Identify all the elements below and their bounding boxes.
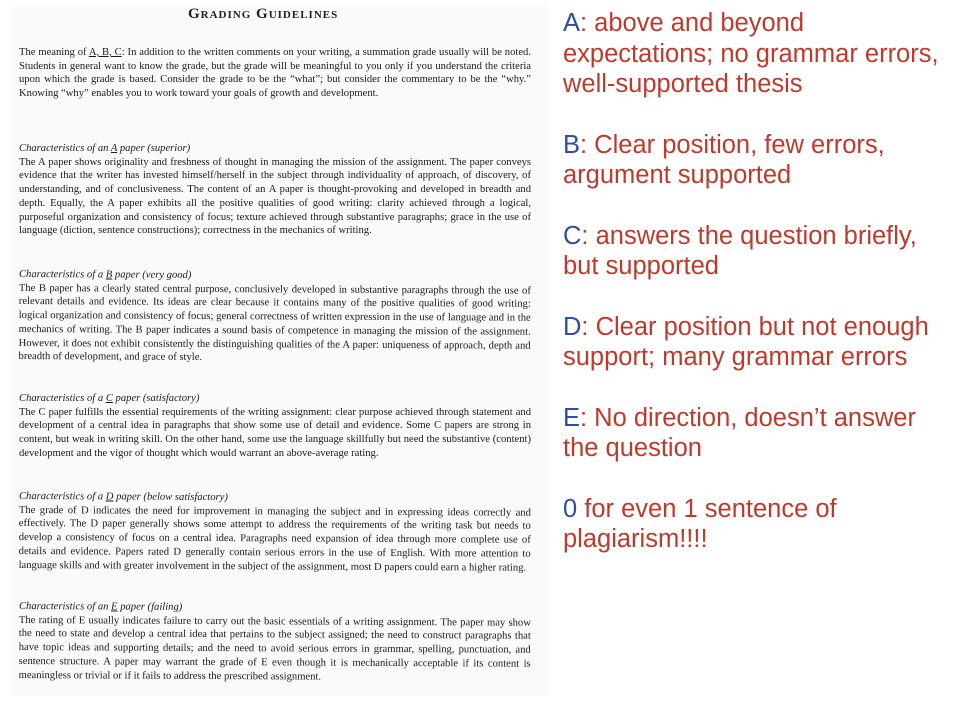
intro-text: : In addition to the written comments on your writing, a summation grade usually will be noted. Students in general want to know the grade, but the grade will be meaningful to you only if you understand the criteria upon which the grade is based. Consider the grade to be the “what”; but consider the commentary to be the “why.” Knowing “why” enables you to work toward your goals of growth and development. — [19, 47, 531, 100]
section-c-heading — [19, 392, 531, 406]
grade-item-b — [563, 130, 953, 191]
section-a-heading-prefix: Characteristics of an — [19, 143, 111, 154]
section-e-heading-prefix: Characteristics of an — [18, 601, 112, 613]
section-d-heading-prefix: Characteristics of a — [18, 491, 106, 503]
grade-letter-zero: 0 — [563, 494, 578, 523]
grade-item-d — [563, 312, 953, 373]
section-d-letter: D — [105, 491, 114, 503]
section-b-letter: B — [105, 269, 113, 281]
section-e-heading-suffix: paper (failing) — [117, 601, 183, 613]
section-c-body: The C paper fulfills the essential requirements of the writing assignment: clear purpose achieved through statement and development of a central idea in paragraphs that show some use of detail and evidence. Some C papers are strong in content, but weak in writing skill. On the other hand, some use the language skillfully but need the substantive (content) development and the vigor of thought which would warrant an above-average rating. — [19, 406, 531, 459]
grade-text-c: : answers the question briefly, but supported — [563, 221, 917, 280]
section-b — [18, 268, 530, 367]
grade-text-a: : above and beyond expectations; no grammar errors, well-supported thesis — [563, 9, 939, 98]
section-b-heading-suffix: paper (very good) — [112, 269, 192, 281]
section-e — [19, 600, 531, 685]
section-d-body: The grade of D indicates the need for improvement in managing the subject and in expressing ideas correctly and effectively. The D paper generally shows some attempt to address the requirements of the writing task but needs to develop a consistency of focus on a central idea. Paragraphs need expansion of idea through more complete use of details and evidence. Papers rated D generally contain serious errors in the use of English. With more attention to language skills and with greater involvement in the subject of the assignment, most D papers could earn a higher rating. — [18, 504, 531, 574]
document-title: Grading Guidelines — [188, 6, 339, 22]
grade-summary — [563, 8, 953, 555]
section-c — [19, 392, 531, 461]
grade-text-e: : No direction, doesn’t answer the question — [563, 403, 916, 462]
grade-item-zero — [563, 494, 953, 555]
section-d — [19, 490, 531, 575]
grade-text-b: : Clear position, few errors, argument supported — [563, 130, 885, 189]
section-c-letter: C — [105, 393, 113, 404]
grade-letter-a: A — [563, 9, 581, 37]
section-a-heading — [19, 142, 531, 156]
section-a — [19, 142, 531, 238]
section-d-heading-suffix: paper (below satisfactory) — [113, 491, 228, 504]
section-b-body: The B paper has a clearly stated central purpose, conclusively developed in substantive paragraphs through the use of relevant details and evidence. Its ideas are clear because it contains many of the positive qualities of good writing: logical organization and consistency of focus; general correctness of written expression in the use of language and in the mechanics of writing. The B paper indicates a sound basis of competence in managing the mission of the assignment. However, it does not exhibit consistently the distinguishing qualities of the A paper: uniqueness of approach, depth and breadth of development, and grace of style. — [18, 282, 531, 364]
grade-letter-e: E — [563, 403, 581, 432]
intro-grades: A, B, C — [88, 47, 122, 58]
grade-item-e — [563, 403, 953, 464]
section-e-letter: E — [111, 601, 118, 613]
section-b-heading-prefix: Characteristics of a — [18, 269, 106, 281]
grade-text-d: : Clear position but not enough support; many grammar errors — [563, 312, 929, 371]
intro-paragraph — [19, 46, 531, 101]
section-c-heading-suffix: paper (satisfactory) — [112, 393, 200, 404]
scanned-document — [10, 6, 548, 696]
section-a-heading-suffix: paper (superior) — [117, 143, 191, 154]
grade-text-zero: for even 1 sentence of plagiarism!!!! — [563, 494, 837, 553]
grade-letter-d: D — [563, 312, 582, 341]
grade-item-c — [563, 221, 953, 282]
section-c-heading-prefix: Characteristics of a — [19, 393, 106, 404]
section-a-body: The A paper shows originality and freshness of thought in managing the mission of the assignment. The paper conveys evidence that the writer has invested himself/herself in the subject through individuality of approach, of discovery, of understanding, and of conclusiveness. The content of an A paper is thought-provoking and developed in breadth and depth. Equally, the A paper exhibits all the positive qualities of good writing: clarity achieved through a logical, purposeful organization and consistency of focus; texture achieved through substantive paragraphs; grace in the use of language (diction, sentence constructions); correctness in the mechanics of writing. — [19, 156, 531, 237]
grade-letter-c: C — [563, 221, 582, 250]
grade-item-a — [563, 8, 953, 100]
intro-prefix: The meaning of — [19, 47, 89, 58]
grade-letter-b: B — [563, 130, 581, 159]
section-a-letter: A — [110, 143, 118, 154]
section-e-body: The rating of E usually indicates failure to carry out the basic essentials of a writing assignment. The paper may show the need to state and develop a central idea that pertains to the subject assigned; the need to construct paragraphs that have topic ideas and supporting details; and the need to avoid serious errors in grammar, spelling, punctuation, and sentence structure. A paper may warrant the grade of E even though it is mechanically acceptable if its content is meaningless or trivial or if it fails to address the prescribed assignment. — [18, 614, 531, 683]
